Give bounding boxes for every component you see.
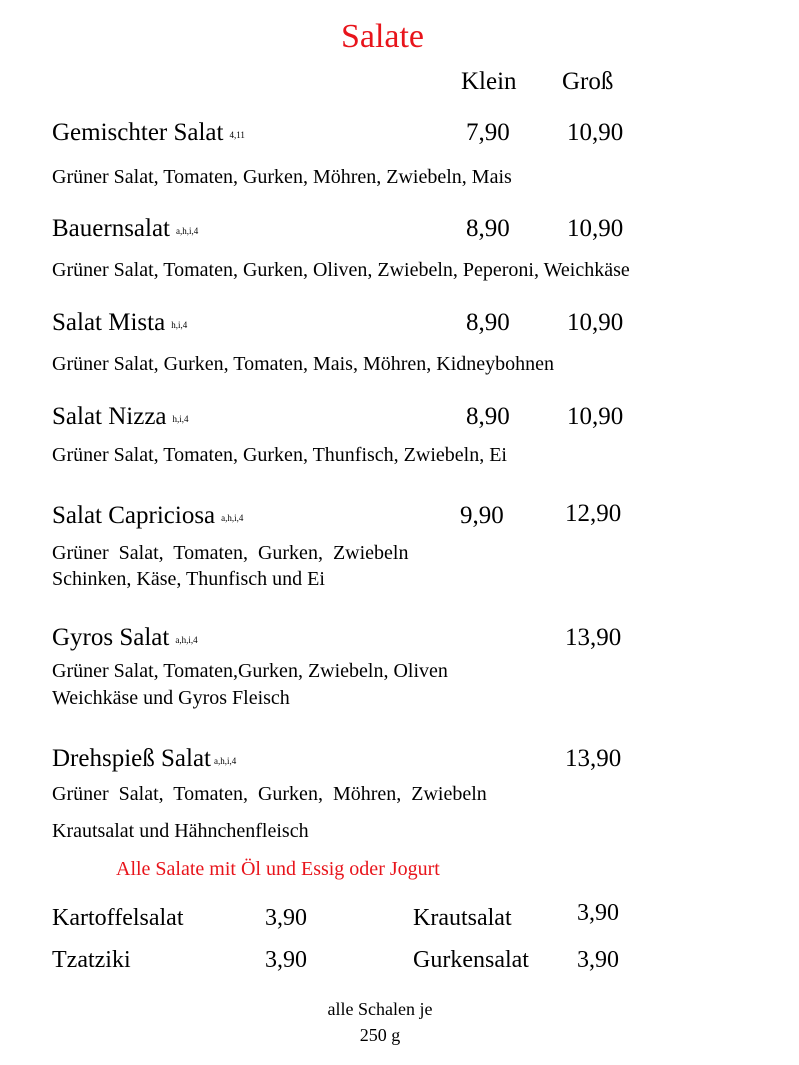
price-large: 13,90 bbox=[565, 624, 622, 651]
side-price: 3,90 bbox=[265, 905, 307, 931]
allergen-codes: a,h,i,4 bbox=[175, 635, 198, 645]
side-price: 3,90 bbox=[265, 947, 307, 973]
item-description: Grüner Salat, Tomaten, Gurken, Zwiebeln bbox=[52, 542, 409, 564]
item-description: Grüner Salat, Gurken, Tomaten, Mais, Möhren, Kidneybohnen bbox=[52, 353, 555, 375]
side-name: Tzatziki bbox=[52, 947, 131, 973]
price-large: 10,90 bbox=[567, 215, 624, 242]
price-small: 8,90 bbox=[466, 309, 510, 336]
side-price: 3,90 bbox=[577, 900, 619, 926]
price-small: 8,90 bbox=[466, 215, 510, 242]
side-price: 3,90 bbox=[577, 947, 619, 973]
item-name: Gyros Salat bbox=[52, 624, 170, 651]
column-header-small: Klein bbox=[461, 68, 517, 95]
item-description: Grüner Salat, Tomaten, Gurken, Oliven, Zwiebeln, Peperoni, Weichkäse bbox=[52, 259, 630, 281]
price-small: 9,90 bbox=[460, 502, 504, 529]
price-large: 12,90 bbox=[565, 500, 622, 527]
allergen-codes: a,h,i,4 bbox=[176, 226, 199, 236]
side-name: Gurkensalat bbox=[413, 947, 529, 973]
item-description: Grüner Salat, Tomaten, Gurken, Thunfisch, Zwiebeln, Ei bbox=[52, 444, 507, 466]
footer-line: 250 g bbox=[359, 1025, 401, 1045]
item-name: Salat Capriciosa bbox=[52, 502, 216, 529]
price-small: 8,90 bbox=[466, 403, 510, 430]
price-large: 10,90 bbox=[567, 309, 624, 336]
side-name: Krautsalat bbox=[413, 905, 512, 931]
footer-line: alle Schalen je bbox=[327, 999, 433, 1019]
allergen-codes: h,i,4 bbox=[171, 320, 188, 330]
item-name: Bauernsalat bbox=[52, 215, 171, 242]
page-title: Salate bbox=[340, 18, 425, 55]
side-name: Kartoffelsalat bbox=[52, 905, 184, 931]
item-description: Grüner Salat, Tomaten,Gurken, Zwiebeln, Oliven bbox=[52, 660, 448, 682]
item-description: Grüner Salat, Tomaten, Gurken, Möhren, Zwiebeln, Mais bbox=[52, 166, 512, 188]
allergen-codes: 4,11 bbox=[229, 130, 245, 140]
dressing-note: Alle Salate mit Öl und Essig oder Jogurt bbox=[116, 858, 440, 880]
column-header-large: Groß bbox=[562, 68, 614, 95]
footer-note bbox=[0, 996, 760, 1048]
allergen-codes: a,h,i,4 bbox=[221, 513, 244, 523]
price-large: 10,90 bbox=[567, 403, 624, 430]
price-large: 10,90 bbox=[567, 119, 624, 146]
item-description: Weichkäse und Gyros Fleisch bbox=[52, 687, 290, 709]
item-description: Schinken, Käse, Thunfisch und Ei bbox=[52, 568, 325, 590]
item-name: Gemischter Salat bbox=[52, 119, 224, 146]
price-large: 13,90 bbox=[565, 745, 622, 772]
allergen-codes: h,i,4 bbox=[172, 414, 189, 424]
item-name: Salat Nizza bbox=[52, 403, 167, 430]
item-name: Salat Mista bbox=[52, 309, 166, 336]
item-description: Krautsalat und Hähnchenfleisch bbox=[52, 820, 309, 842]
allergen-codes: a,h,i,4 bbox=[213, 756, 237, 766]
item-name: Drehspieß Salat bbox=[52, 745, 211, 772]
price-small: 7,90 bbox=[466, 119, 510, 146]
item-description: Grüner Salat, Tomaten, Gurken, Möhren, Zwiebeln bbox=[52, 783, 487, 805]
